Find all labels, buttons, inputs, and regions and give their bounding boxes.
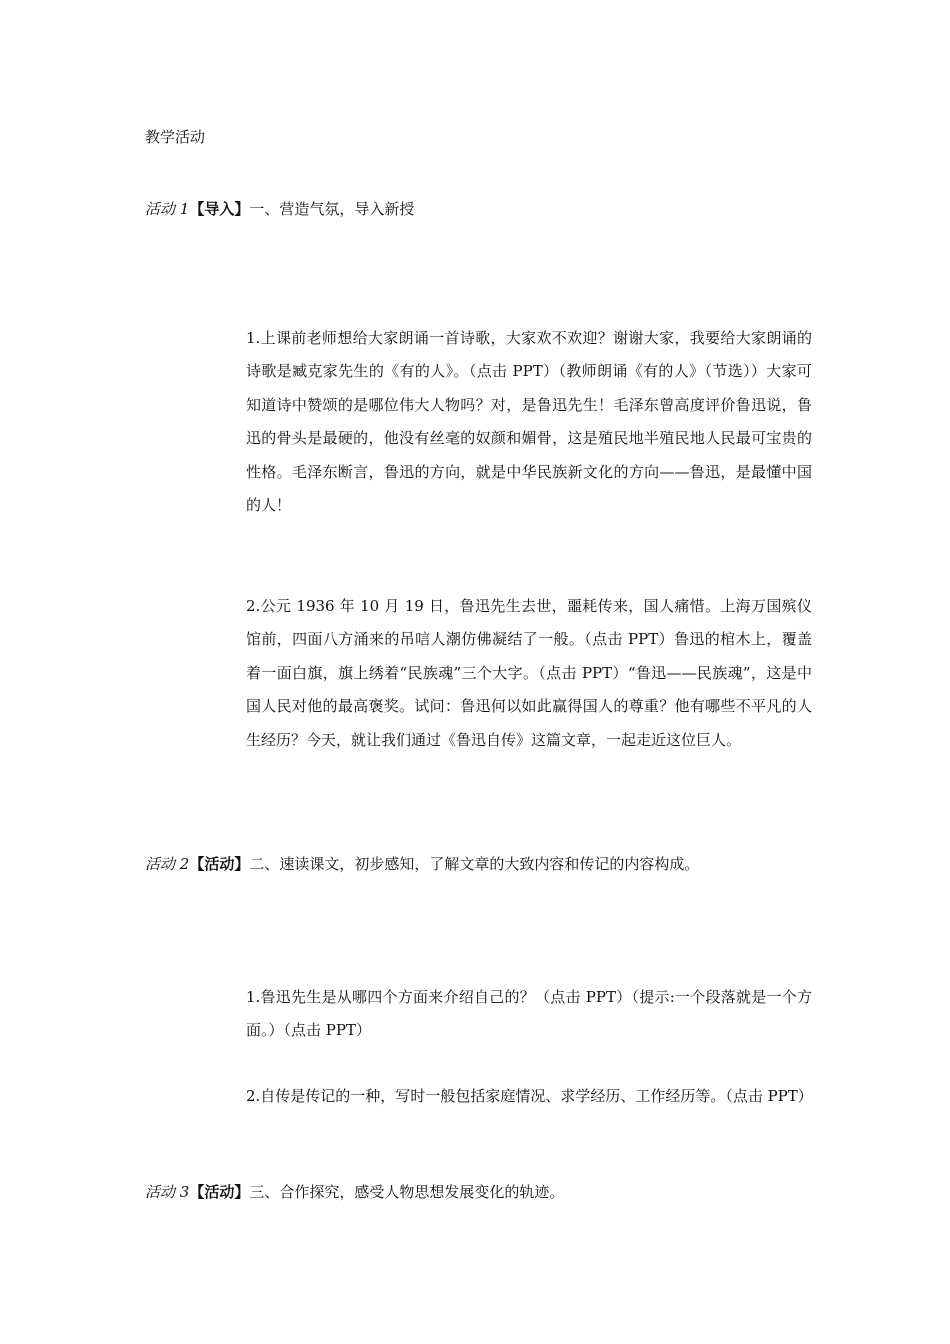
activity-tag: 【导入】 [189,200,250,218]
activity-1-heading [145,198,414,220]
activity-title: 一、营造气氛，导入新授 [249,200,415,218]
activity-tag: 【活动】 [189,1183,250,1201]
activity-3-heading [145,1181,564,1203]
activity-1-paragraph-2: 2.公元 1936 年 10 月 19 日，鲁迅先生去世，噩耗传来，国人痛惜。上海万国殡仪馆前，四面八方涌来的吊唁人潮仿佛凝结了一般。（点击 PPT）鲁迅的棺木上，覆盖着一面白旗，旗上绣着“民族魂”三个大字。（点击 PPT）“鲁迅——民族魂”，这是中国人民对他的最高褒奖。试问：鲁迅何以如此赢得国人的尊重？他有哪些不平凡的人生经历？今天，就让我们通过《鲁迅自传》这篇文章，一起走近这位巨人。 [246,597,812,749]
activity-tag: 【活动】 [189,855,250,873]
activity-label: 活动 3 [145,1183,190,1201]
activity-2-paragraph-1: 1.鲁迅先生是从哪四个方面来介绍自己的？（点击 PPT）（提示:一个段落就是一个方面。）（点击 PPT） [246,988,812,1040]
activity-label: 活动 1 [145,200,190,218]
activity-2-paragraph-2: 2.自传是传记的一种，写时一般包括家庭情况、求学经历、工作经历等。（点击 PPT） [246,1087,813,1105]
activity-2-heading [145,853,699,875]
page-heading: 教学活动 [145,128,206,146]
activity-label: 活动 2 [145,855,190,873]
activity-title: 二、速读课文，初步感知，了解文章的大致内容和传记的内容构成。 [249,855,700,873]
activity-1-paragraph-1: 1.上课前老师想给大家朗诵一首诗歌，大家欢不欢迎？谢谢大家，我要给大家朗诵的诗歌是臧克家先生的《有的人》。（点击 PPT）（教师朗诵《有的人》（节选））大家可知道诗中赞颂的是哪位伟大人物吗？对，是鲁迅先生！毛泽东曾高度评价鲁迅说，鲁迅的骨头是最硬的，他没有丝毫的奴颜和媚骨，这是殖民地半殖民地人民最可宝贵的性格。毛泽东断言，鲁迅的方向，就是中华民族新文化的方向——鲁迅，是最懂中国的人！ [246,329,812,515]
activity-title: 三、合作探究，感受人物思想发展变化的轨迹。 [249,1183,565,1201]
